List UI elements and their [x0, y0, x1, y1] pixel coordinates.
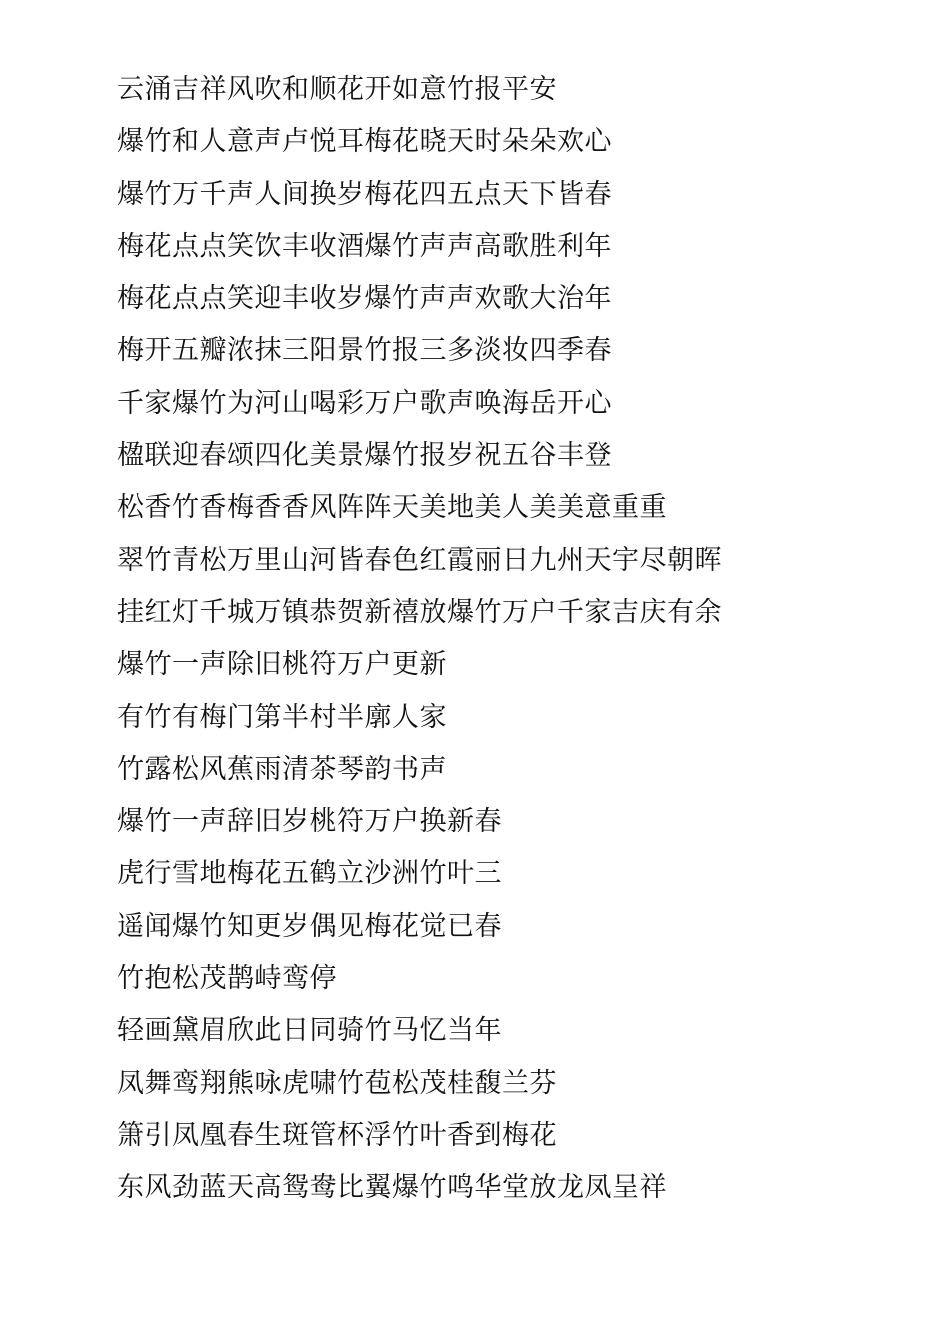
couplet-line-6: 梅开五瓣浓抹三阳景竹报三多淡妆四季春	[117, 335, 612, 367]
couplet-line-9: 松香竹香梅香香风阵阵天美地美人美美意重重	[117, 492, 667, 524]
couplet-list	[117, 68, 917, 1219]
couplet-line-22: 东风劲蓝天高鸳鸯比翼爆竹鸣华堂放龙凤呈祥	[117, 1172, 667, 1204]
couplet-line-7: 千家爆竹为河山喝彩万户歌声唤海岳开心	[117, 387, 612, 419]
couplet-line-1: 云涌吉祥风吹和顺花开如意竹报平安	[117, 74, 557, 105]
couplet-line-18: 竹抱松茂鹊峙鸾停	[117, 963, 337, 995]
couplet-line-8: 楹联迎春颂四化美景爆竹报岁祝五谷丰登	[117, 440, 612, 472]
couplet-line-17: 遥闻爆竹知更岁偶见梅花觉已春	[117, 910, 502, 942]
couplet-line-15: 爆竹一声辞旧岁桃符万户换新春	[117, 806, 502, 838]
couplet-line-11: 挂红灯千城万镇恭贺新禧放爆竹万户千家吉庆有余	[117, 596, 722, 628]
couplet-line-19: 轻画黛眉欣此日同骑竹马忆当年	[117, 1015, 502, 1047]
couplet-line-5: 梅花点点笑迎丰收岁爆竹声声欢歌大治年	[117, 283, 612, 315]
couplet-line-13: 有竹有梅门第半村半廓人家	[117, 701, 447, 733]
couplet-line-21: 箫引凤凰春生斑管杯浮竹叶香到梅花	[117, 1119, 557, 1151]
couplet-line-20: 凤舞鸾翔熊咏虎啸竹苞松茂桂馥兰芬	[117, 1067, 557, 1099]
couplet-line-16: 虎行雪地梅花五鹤立沙洲竹叶三	[117, 858, 502, 890]
couplet-line-12: 爆竹一声除旧桃符万户更新	[117, 649, 447, 681]
couplet-line-2: 爆竹和人意声卢悦耳梅花晓天时朵朵欢心	[117, 126, 612, 158]
couplet-line-3: 爆竹万千声人间换岁梅花四五点天下皆春	[117, 178, 612, 210]
couplet-line-10: 翠竹青松万里山河皆春色红霞丽日九州天宇尽朝晖	[117, 544, 722, 576]
couplet-line-14: 竹露松风蕉雨清茶琴韵书声	[117, 753, 447, 785]
couplet-line-4: 梅花点点笑饮丰收酒爆竹声声高歌胜利年	[117, 230, 612, 262]
